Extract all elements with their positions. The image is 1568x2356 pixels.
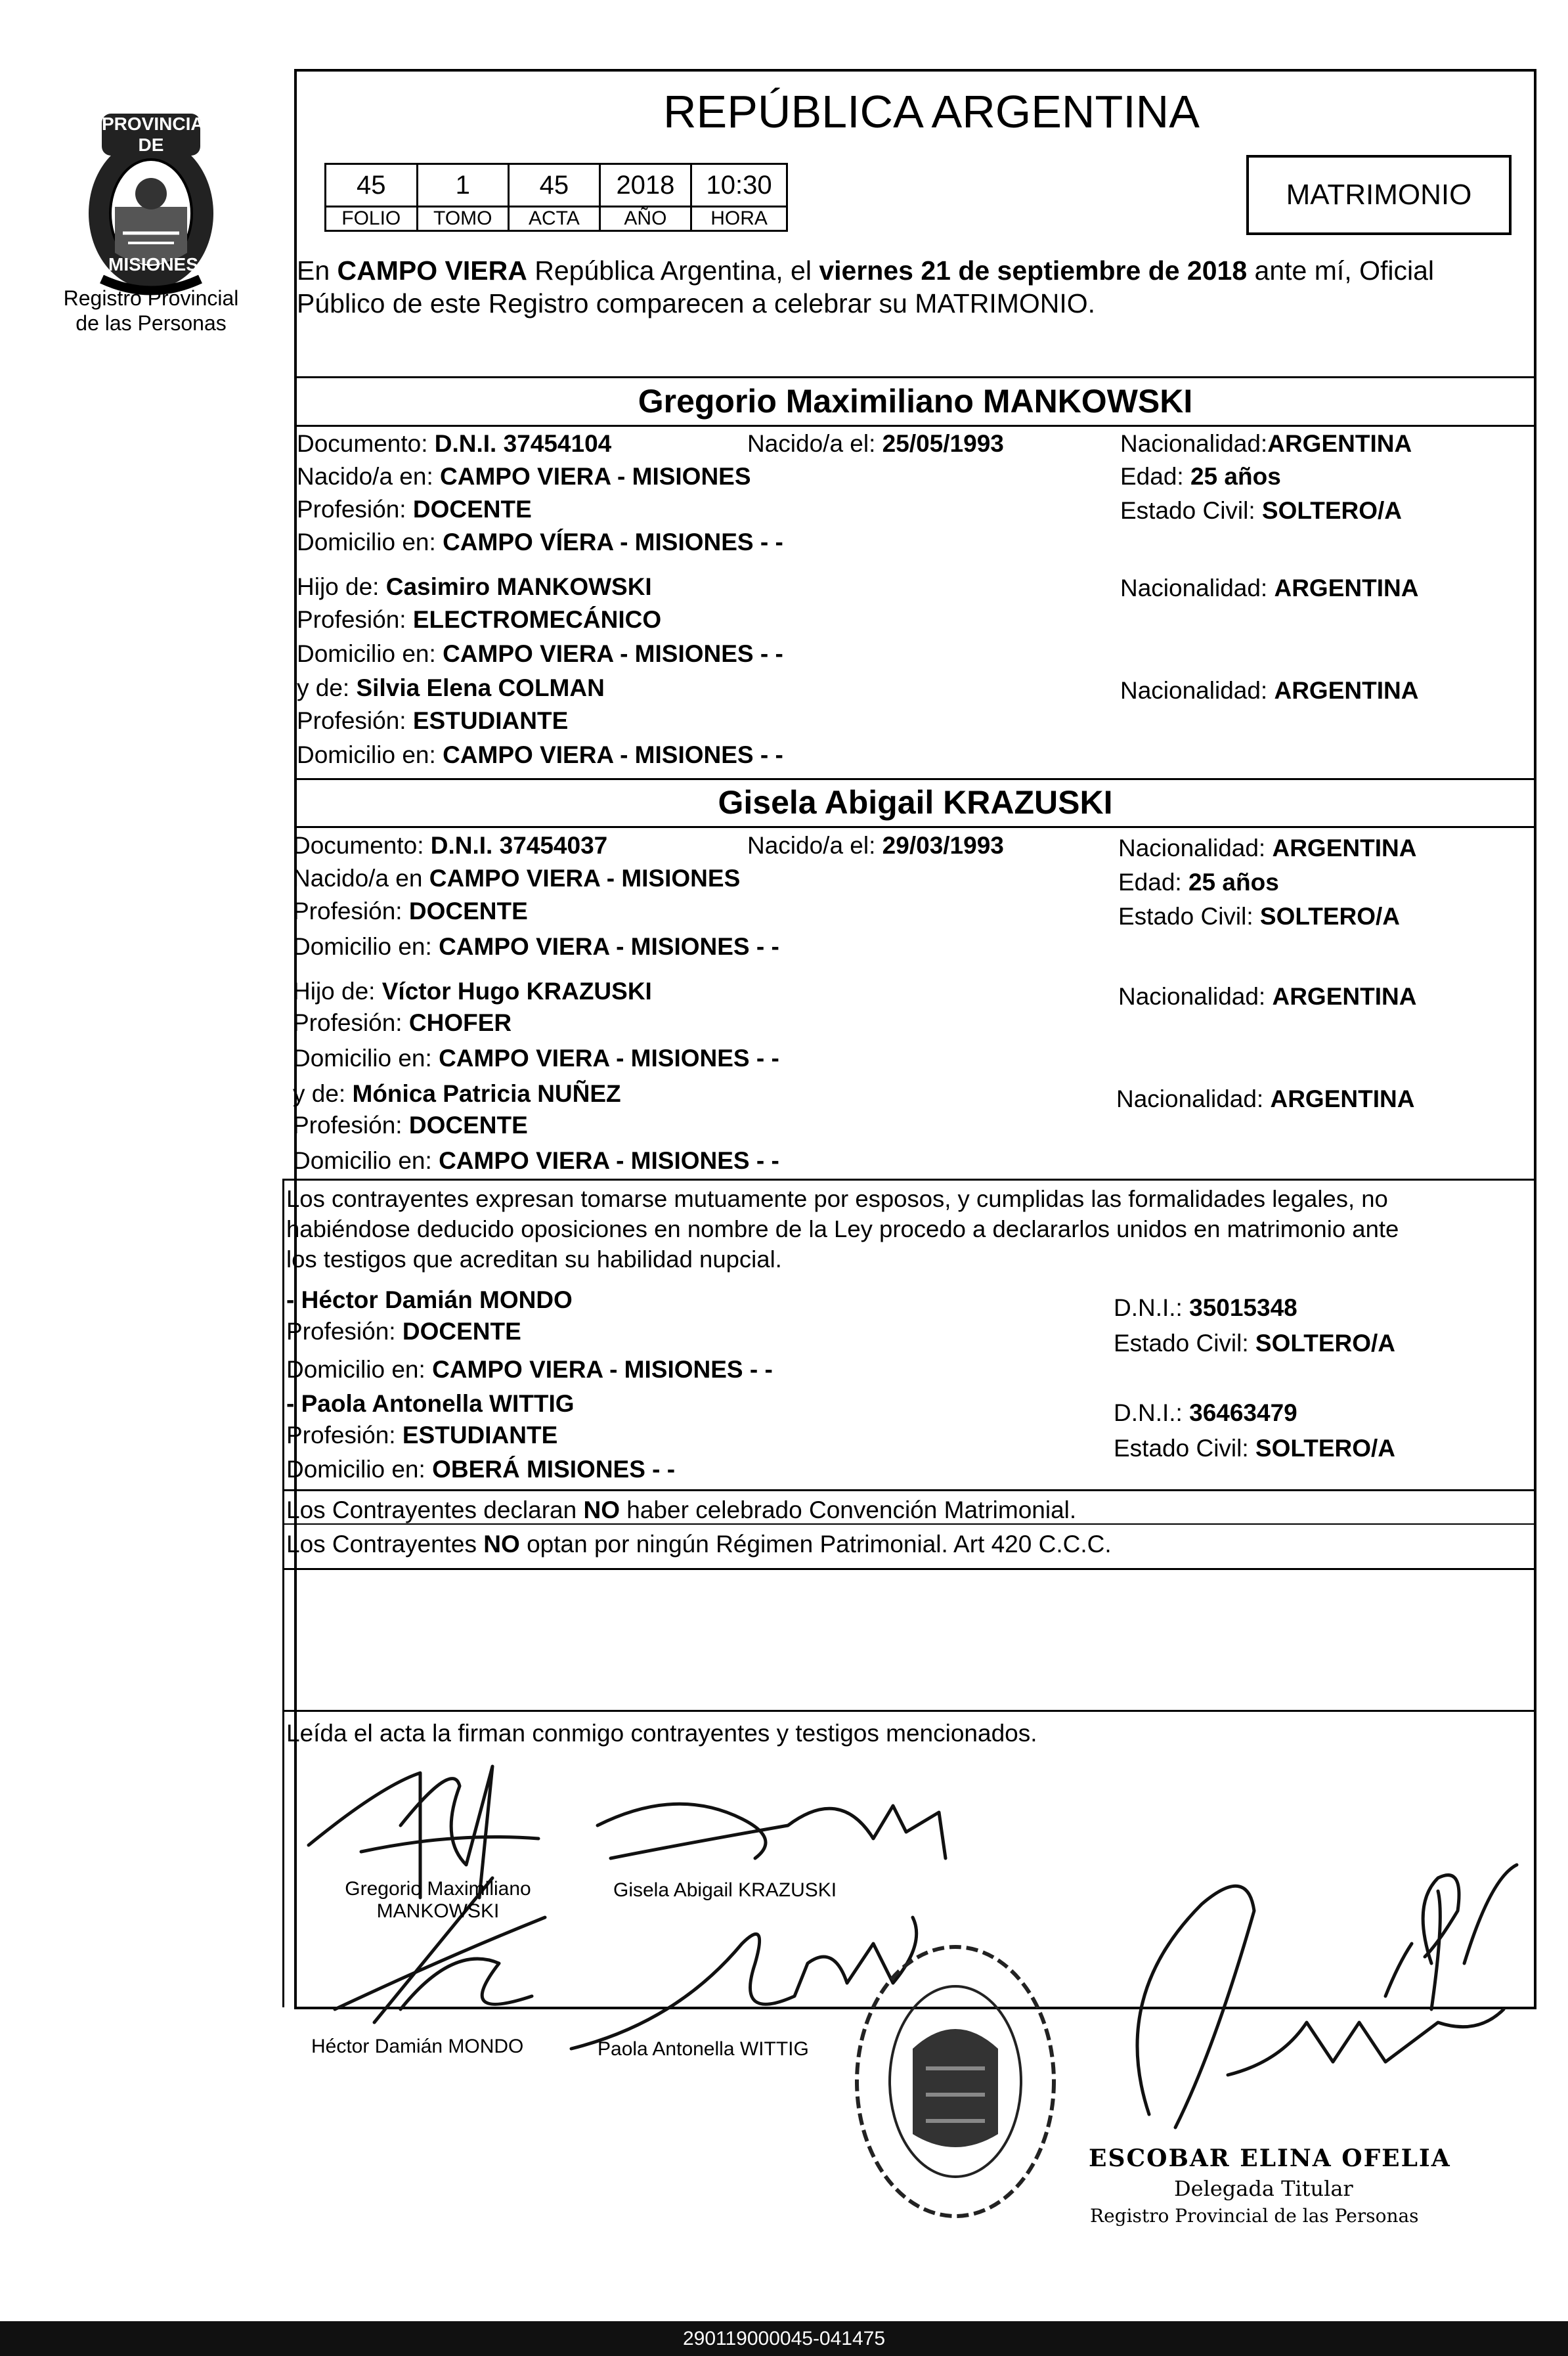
registry-label xyxy=(46,286,256,336)
label: Domicilio en: xyxy=(286,1456,433,1483)
record-type: MATRIMONIO xyxy=(1286,179,1472,211)
value: CAMPO VIERA - MISIONES - - xyxy=(443,640,783,667)
value: 29/03/1993 xyxy=(882,832,1004,859)
divider xyxy=(284,1710,1536,1712)
label: Documento: xyxy=(297,430,435,457)
officer-registry: Registro Provincial de las Personas xyxy=(1090,2205,1419,2227)
value: ARGENTINA xyxy=(1272,983,1417,1010)
tomo-label: TOMO xyxy=(417,207,508,231)
bride-birthdate xyxy=(747,831,1004,860)
groom-father-profession xyxy=(297,605,661,634)
label: Nacionalidad: xyxy=(1120,677,1274,704)
value: CAMPO VIERA - MISIONES - - xyxy=(439,1147,779,1174)
value: ARGENTINA xyxy=(1274,677,1419,704)
intro-text-3: ante mí, Oficial xyxy=(1247,255,1434,286)
label: Domicilio en: xyxy=(293,1045,439,1072)
groom-document xyxy=(297,429,611,458)
witness-2-name: - Paola Antonella WITTIG xyxy=(286,1390,575,1417)
value: CAMPO VIERA - MISIONES - - xyxy=(443,741,783,768)
witness-2-domicile xyxy=(286,1455,675,1484)
value: ESTUDIANTE xyxy=(402,1422,558,1449)
bride-father xyxy=(293,977,652,1006)
label: Domicilio en: xyxy=(297,640,443,667)
officer-title: Delegada Titular xyxy=(1174,2176,1353,2201)
bride-signature xyxy=(598,1804,946,1858)
certificate-frame xyxy=(294,69,1536,2009)
value: ARGENTINA xyxy=(1272,835,1417,862)
label: Domicilio en: xyxy=(293,1147,439,1174)
groom-name: Gregorio Maximiliano MANKOWSKI xyxy=(638,383,1193,420)
text: optan por ningún Régimen Patrimonial. Art 420 C.C.C. xyxy=(519,1531,1112,1558)
record-metadata-table xyxy=(324,163,788,232)
witness-2-dni xyxy=(1114,1399,1297,1428)
witness-1-name: - Héctor Damián MONDO xyxy=(286,1286,573,1313)
convention-line-2 xyxy=(286,1530,1112,1559)
bride-name: Gisela Abigail KRAZUSKI xyxy=(718,784,1113,821)
value: CHOFER xyxy=(408,1009,512,1036)
label: Nacido/a el: xyxy=(747,832,882,859)
label: D.N.I.: xyxy=(1114,1294,1190,1321)
value: DOCENTE xyxy=(408,898,528,925)
declaration-line-3: los testigos que acreditan su habilidad nupcial. xyxy=(286,1246,782,1273)
bride-father-nationality xyxy=(1118,982,1416,1011)
value: Silvia Elena COLMAN xyxy=(356,674,605,701)
witness-1-profession xyxy=(286,1317,521,1346)
label: Nacionalidad: xyxy=(1120,430,1268,457)
tomo-value: 1 xyxy=(417,164,508,207)
anio-value: 2018 xyxy=(599,164,691,207)
declaration-line-1: Los contrayentes expresan tomarse mutuamente por esposos, y cumplidas las formalidades legales, no xyxy=(286,1185,1388,1212)
label: Hijo de: xyxy=(297,573,386,600)
value: 36463479 xyxy=(1189,1399,1297,1426)
value: ELECTROMECÁNICO xyxy=(412,606,662,633)
value: DOCENTE xyxy=(408,1112,528,1139)
value: ARGENTINA xyxy=(1270,1085,1415,1112)
label: y de: xyxy=(293,1080,353,1107)
groom-mother-nationality xyxy=(1120,676,1418,705)
value: SOLTERO/A xyxy=(1255,1435,1396,1462)
text: Los Contrayentes declaran xyxy=(286,1496,584,1523)
label: Nacionalidad: xyxy=(1118,835,1273,862)
bride-signature-caption: Gisela Abigail KRAZUSKI xyxy=(613,1879,837,1901)
value: CAMPO VIERA - MISIONES - - xyxy=(432,1356,773,1383)
officer-name: ESCOBAR ELINA OFELIA xyxy=(1089,2145,1451,2172)
bride-mother-nationality xyxy=(1116,1085,1414,1114)
value: CAMPO VIERA - MISIONES - - xyxy=(439,933,779,960)
text-bold: NO xyxy=(483,1531,520,1558)
label: Documento: xyxy=(293,832,431,859)
bride-mother-profession xyxy=(293,1111,528,1140)
value: Víctor Hugo KRAZUSKI xyxy=(381,978,652,1005)
label: Profesión: xyxy=(286,1318,403,1345)
bride-mother-domicile xyxy=(293,1146,779,1175)
groom-mother-domicile xyxy=(297,741,783,770)
label: Nacido/a en: xyxy=(297,463,441,490)
label: Edad: xyxy=(1118,869,1188,896)
bride-father-domicile xyxy=(293,1044,779,1073)
label: Profesión: xyxy=(297,496,413,523)
value: ARGENTINA xyxy=(1274,575,1419,601)
registry-line-2: de las Personas xyxy=(76,311,227,335)
value: CAMPO VIERA - MISIONES xyxy=(429,865,741,892)
caption-line: MANKOWSKI xyxy=(376,1900,500,1922)
bride-mother xyxy=(293,1080,621,1108)
registry-line-1: Registro Provincial xyxy=(63,286,239,310)
witness-1-domicile xyxy=(286,1355,773,1384)
groom-father-domicile xyxy=(297,640,783,668)
official-stamp xyxy=(847,1937,1064,2226)
document-code-bar: 290119000045-041475 xyxy=(0,2321,1568,2356)
seal-bottom-text: MISIONES xyxy=(108,254,198,274)
bride-nationality xyxy=(1118,834,1416,863)
value: SOLTERO/A xyxy=(1259,903,1401,930)
label: Profesión: xyxy=(297,606,413,633)
bride-domicile xyxy=(293,932,779,961)
folio-label: FOLIO xyxy=(326,207,418,231)
intro-text-2: República Argentina, el xyxy=(527,255,819,286)
label: Nacido/a el: xyxy=(747,430,882,457)
divider xyxy=(294,425,1536,427)
value: ESTUDIANTE xyxy=(412,707,569,734)
value: Mónica Patricia NUÑEZ xyxy=(352,1080,621,1107)
label: Estado Civil: xyxy=(1118,903,1260,930)
label: Domicilio en: xyxy=(286,1356,433,1383)
anio-label: AÑO xyxy=(599,207,691,231)
witness-2-civil-status xyxy=(1114,1434,1395,1463)
groom-mother-profession xyxy=(297,707,568,735)
divider xyxy=(284,1568,1536,1570)
value: CAMPO VÍERA - MISIONES - - xyxy=(443,529,783,556)
label: Profesión: xyxy=(286,1422,403,1449)
seal-top-text: PROVINCIA DE xyxy=(102,114,204,155)
record-type-box xyxy=(1246,155,1512,235)
label: Nacionalidad: xyxy=(1120,575,1274,601)
ceremony-date: viernes 21 de septiembre de 2018 xyxy=(819,255,1248,286)
label: Hijo de: xyxy=(293,978,382,1005)
value: 25 años xyxy=(1188,869,1279,896)
acta-value: 45 xyxy=(509,164,600,207)
acta-label: ACTA xyxy=(509,207,600,231)
witness-2-profession xyxy=(286,1421,557,1450)
folio-value: 45 xyxy=(326,164,418,207)
label: Nacido/a en xyxy=(293,865,429,892)
label: Nacionalidad: xyxy=(1116,1085,1271,1112)
bride-profession xyxy=(293,897,528,926)
text-bold: NO xyxy=(583,1496,620,1523)
divider xyxy=(284,1489,1536,1491)
caption-line: Gregorio Maximiliano xyxy=(345,1878,531,1900)
groom-birthplace xyxy=(297,462,751,491)
value: 25/05/1993 xyxy=(882,430,1004,457)
bride-document xyxy=(293,831,607,860)
divider xyxy=(284,1523,1536,1525)
bride-age xyxy=(1118,868,1279,897)
groom-domicile xyxy=(297,528,783,557)
closing-text: Leída el acta la firman conmigo contrayentes y testigos mencionados. xyxy=(286,1720,1037,1747)
divider xyxy=(294,826,1536,828)
intro-text-1: En xyxy=(297,255,338,286)
country-title: REPÚBLICA ARGENTINA xyxy=(663,86,1200,137)
bride-civil-status xyxy=(1118,902,1400,931)
value: D.N.I. 37454104 xyxy=(434,430,612,457)
groom-signature-caption xyxy=(330,1878,546,1923)
intro-line-1 xyxy=(297,255,1434,286)
divider xyxy=(294,778,1536,780)
value: SOLTERO/A xyxy=(1255,1330,1396,1357)
label: Estado Civil: xyxy=(1114,1435,1255,1462)
witness2-signature-caption: Paola Antonella WITTIG xyxy=(598,2038,809,2060)
value: 35015348 xyxy=(1189,1294,1297,1321)
groom-father xyxy=(297,573,652,601)
label: Nacionalidad: xyxy=(1118,983,1273,1010)
label: Profesión: xyxy=(293,898,409,925)
divider xyxy=(294,376,1536,378)
ceremony-place: CAMPO VIERA xyxy=(337,255,527,286)
groom-father-nationality xyxy=(1120,574,1418,603)
bride-father-profession xyxy=(293,1009,512,1037)
groom-age xyxy=(1120,462,1281,491)
witness1-signature-caption: Héctor Damián MONDO xyxy=(311,2036,524,2057)
witness-1-dni xyxy=(1114,1294,1297,1322)
intro-line-2: Público de este Registro comparecen a celebrar su MATRIMONIO. xyxy=(297,288,1096,318)
text: haber celebrado Convención Matrimonial. xyxy=(620,1496,1077,1523)
groom-civil-status xyxy=(1120,496,1402,525)
value: CAMPO VIERA - MISIONES xyxy=(440,463,751,490)
hora-label: HORA xyxy=(691,207,787,231)
value: OBERÁ MISIONES - - xyxy=(432,1456,676,1483)
province-seal-logo xyxy=(69,108,233,299)
value: DOCENTE xyxy=(402,1318,521,1345)
bride-birthplace xyxy=(293,864,740,893)
value: CAMPO VIERA - MISIONES - - xyxy=(439,1045,779,1072)
value: Casimiro MANKOWSKI xyxy=(385,573,652,600)
witness-1-civil-status xyxy=(1114,1329,1395,1358)
value: SOLTERO/A xyxy=(1261,497,1403,524)
label: Profesión: xyxy=(293,1009,409,1036)
label: D.N.I.: xyxy=(1114,1399,1190,1426)
label: Profesión: xyxy=(293,1112,409,1139)
label: Profesión: xyxy=(297,707,413,734)
declaration-line-2: habiéndose deducido oposiciones en nombre de la Ley procedo a declararlos unidos en matrimonio ante xyxy=(286,1215,1399,1242)
label: Domicilio en: xyxy=(293,933,439,960)
divider xyxy=(284,1179,1536,1181)
convention-line-1 xyxy=(286,1496,1076,1525)
label: Estado Civil: xyxy=(1114,1330,1255,1357)
text: Los Contrayentes xyxy=(286,1531,484,1558)
value: D.N.I. 37454037 xyxy=(430,832,608,859)
value: 25 años xyxy=(1190,463,1281,490)
groom-nationality xyxy=(1120,429,1412,458)
groom-mother xyxy=(297,674,605,703)
value: ARGENTINA xyxy=(1267,430,1412,457)
label: Edad: xyxy=(1120,463,1190,490)
label: Domicilio en: xyxy=(297,529,443,556)
label: Estado Civil: xyxy=(1120,497,1262,524)
hora-value: 10:30 xyxy=(691,164,787,207)
groom-profession xyxy=(297,495,532,524)
groom-birthdate xyxy=(747,429,1004,458)
value: DOCENTE xyxy=(412,496,532,523)
label: Domicilio en: xyxy=(297,741,443,768)
label: y de: xyxy=(297,674,357,701)
